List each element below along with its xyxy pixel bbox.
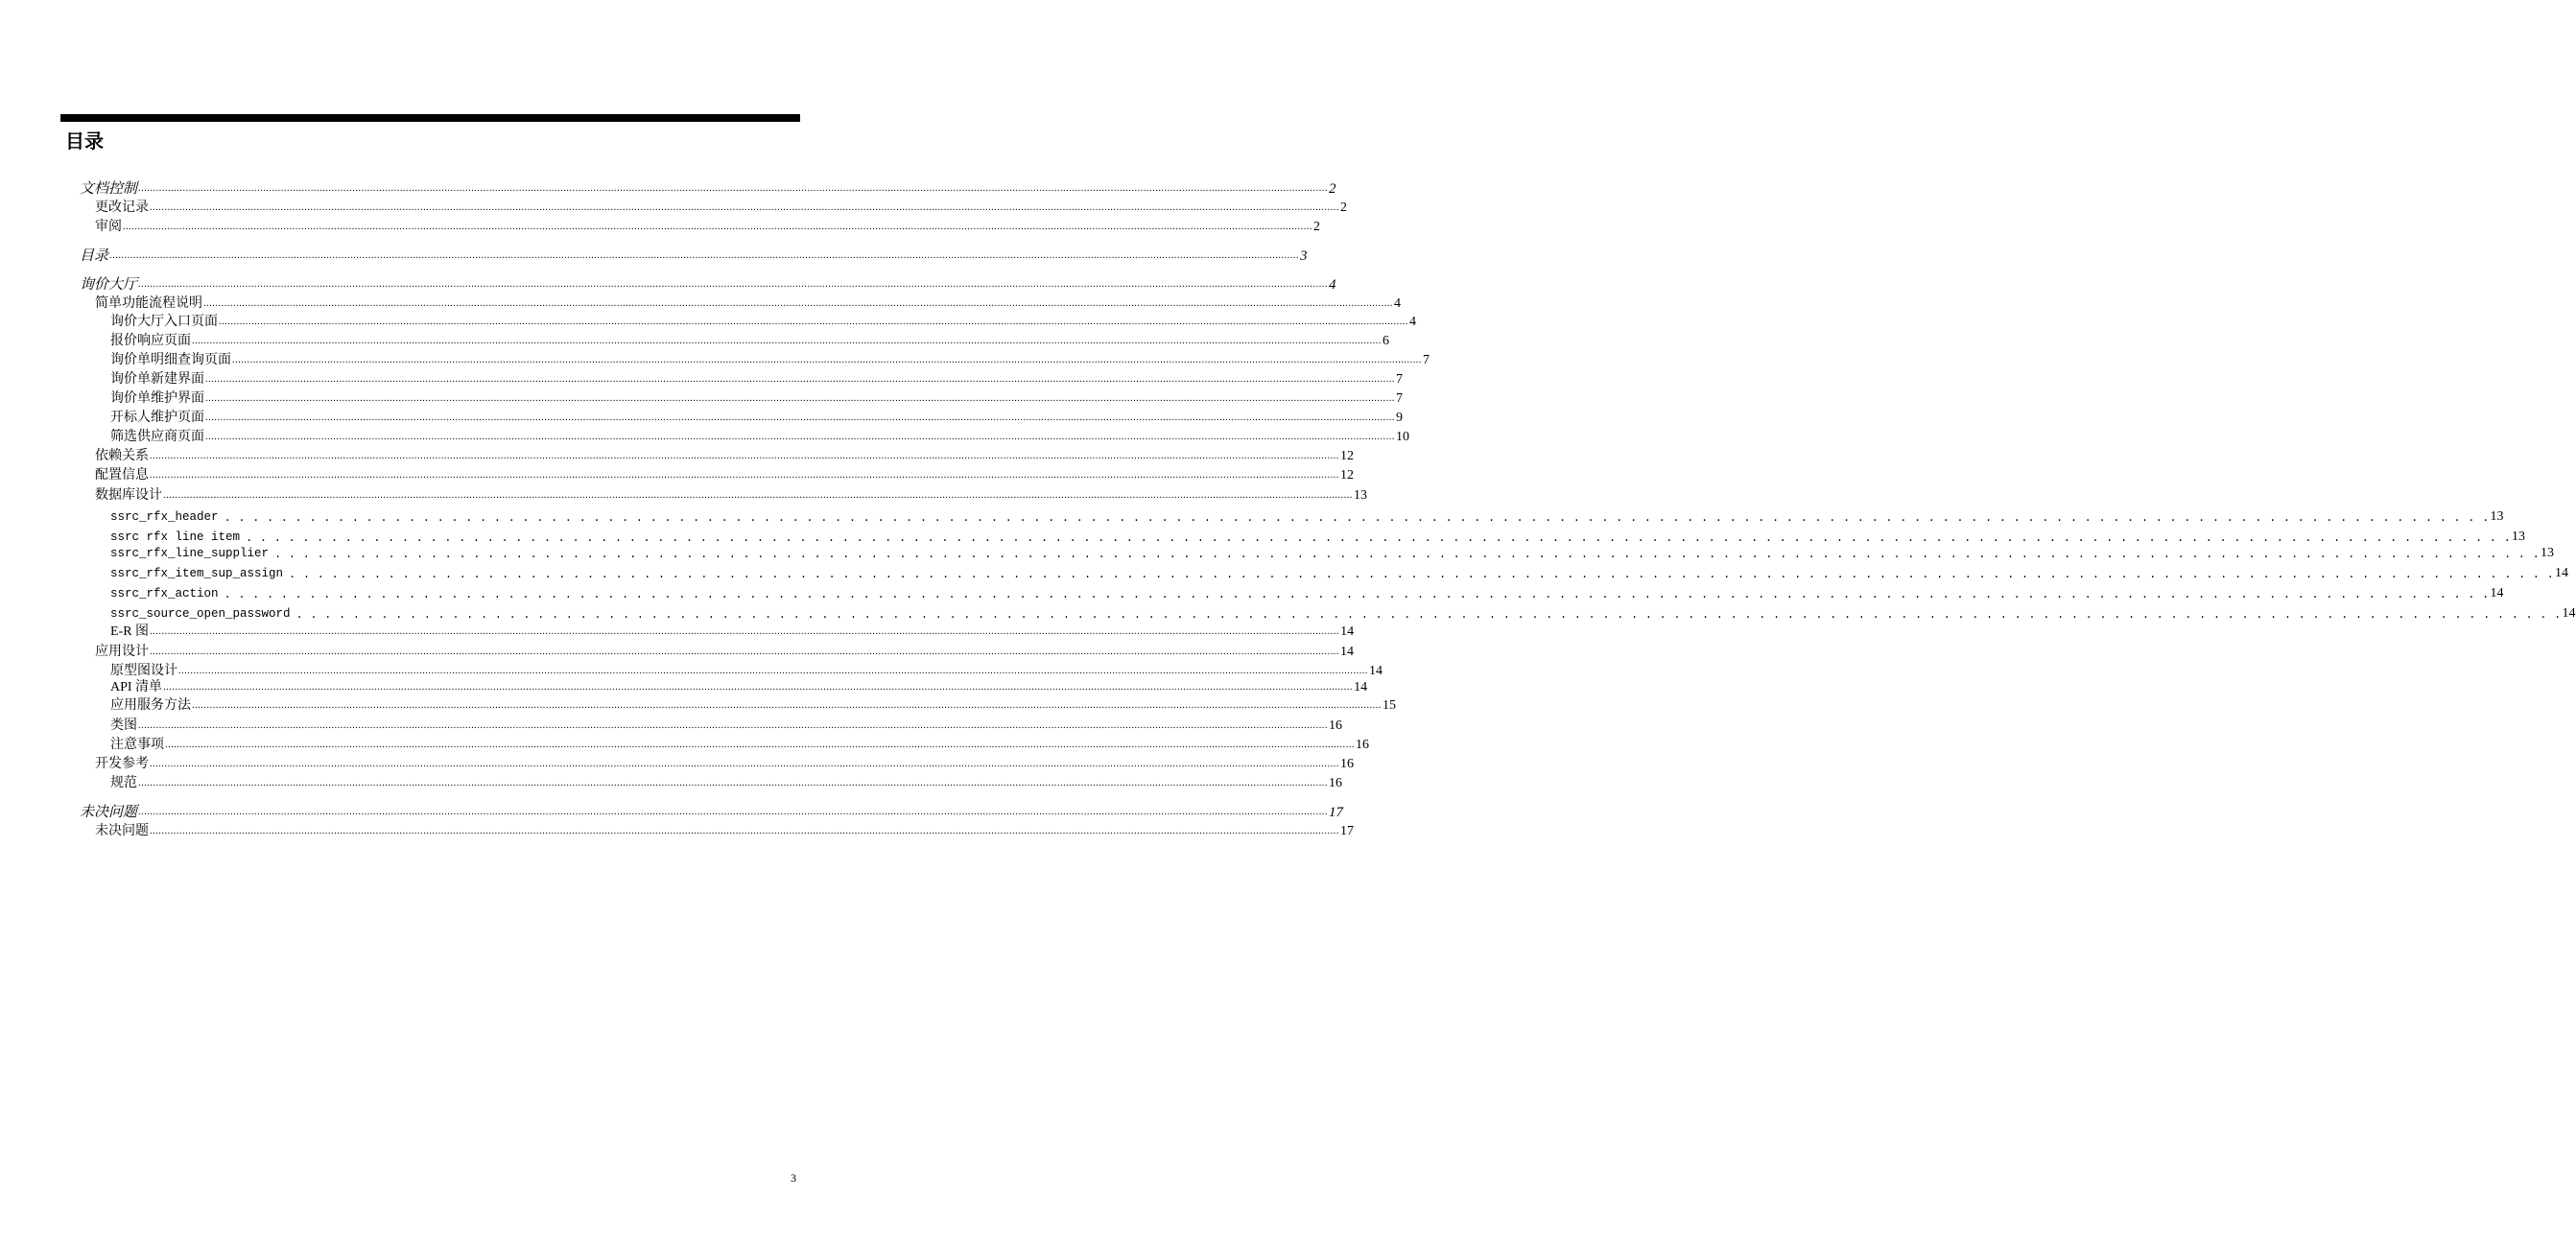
toc-entry[interactable] xyxy=(95,294,1401,313)
toc-page-number: 9 xyxy=(1396,411,1403,425)
toc-entry-title: 目录 xyxy=(80,248,109,264)
toc-leader: ................................................................................................................................................................................................................................................................................................................................................................................................................ xyxy=(150,202,1339,213)
toc-page-number: 14 xyxy=(1369,664,1383,678)
toc-entry-title: 未决问题 xyxy=(95,824,149,838)
toc-entry[interactable] xyxy=(110,677,1368,696)
toc-entry[interactable] xyxy=(95,485,1367,505)
toc-leader: . . . . . . . . . . . . . . . . . . . . . . . . . . . . . . . . . . . . . . . . . . . . . . . . . . . . . . . . . . . . . . . . . . . . . . . . . . . . . . . . . . . . . . . . . . . . . . . . . . . . . . . . . . . . . . . . . . . . . . . . . . . . . . . . . . . . . . . . . . . . . . . . . . . . . . . . . . . . . . . . xyxy=(295,608,2562,622)
toc-page-number: 4 xyxy=(1329,277,1336,293)
toc-entry[interactable] xyxy=(110,543,2555,562)
toc-leader: ................................................................................................................................................................................................................................................................................................................................................................................................................ xyxy=(178,666,1368,676)
toc-page-number: 4 xyxy=(1409,315,1416,329)
toc-entry-title: 原型图设计 xyxy=(110,664,177,678)
toc-leader: ................................................................................................................................................................................................................................................................................................................................................................................................................ xyxy=(150,626,1340,637)
toc-page-number: 14 xyxy=(2490,586,2504,600)
toc-entry[interactable] xyxy=(95,217,1320,236)
toc-entry-title: 询价单明细查询页面 xyxy=(110,353,231,367)
toc-leader: ................................................................................................................................................................................................................................................................................................................................................................................................................ xyxy=(205,412,1395,423)
toc-entry-title: 报价响应页面 xyxy=(110,334,191,348)
toc-entry[interactable] xyxy=(110,622,1355,641)
toc-page-number: 15 xyxy=(1383,698,1396,713)
toc-entry[interactable] xyxy=(110,563,2569,582)
toc-page-number: 16 xyxy=(1329,776,1342,790)
toc-entry-title: ssrc_source_open_password xyxy=(110,607,291,621)
toc-page-number: 2 xyxy=(1340,200,1347,215)
toc-page-number: 14 xyxy=(1340,645,1354,659)
toc-leader: ................................................................................................................................................................................................................................................................................................................................................................................................................ xyxy=(203,298,1393,309)
toc-leader: ................................................................................................................................................................................................................................................................................................................................................................................................................ xyxy=(150,759,1339,769)
toc-leader: ................................................................................................................................................................................................................................................................................................................................................................................................................ xyxy=(138,778,1328,789)
toc-entry[interactable] xyxy=(95,821,1354,840)
toc-entry-title: API 清单 xyxy=(110,680,163,695)
toc-leader: ................................................................................................................................................................................................................................................................................................................................................................................................................ xyxy=(192,700,1382,711)
toc-leader: ................................................................................................................................................................................................................................................................................................................................................................................................................ xyxy=(205,393,1395,404)
toc-entry-title: 询价单新建界面 xyxy=(110,372,204,387)
toc-page-number: 7 xyxy=(1396,372,1403,387)
page-title: 目录 xyxy=(65,131,104,153)
toc-entry[interactable] xyxy=(110,369,1403,389)
toc-entry[interactable] xyxy=(110,427,1409,446)
toc-entry[interactable] xyxy=(110,603,2576,623)
toc-entry[interactable] xyxy=(110,389,1403,408)
toc-entry-title: ssrc_rfx_action xyxy=(110,587,219,600)
toc-entry-title: ssrc_rfx_item_sup_assign xyxy=(110,567,284,580)
toc-entry[interactable] xyxy=(110,716,1342,735)
page-number: 3 xyxy=(791,1171,796,1185)
toc-leader: ................................................................................................................................................................................................................................................................................................................................................................................................................ xyxy=(150,451,1339,461)
toc-leader: ................................................................................................................................................................................................................................................................................................................................................................................................................ xyxy=(138,183,1329,194)
toc-leader: ................................................................................................................................................................................................................................................................................................................................................................................................................ xyxy=(232,355,1422,365)
toc-leader: . . . . . . . . . . . . . . . . . . . . . . . . . . . . . . . . . . . . . . . . . . . . . . . . . . . . . . . . . . . . . . . . . . . . . . . . . . . . . . . . . . . . . . . . . . . . . . . . . . . . . . . . . . . . . . . . . . . . . . . . . . . . . . . . . . . . . . . . . . . . . . . . . . . . . . . . . . . . . . . . xyxy=(274,548,2541,561)
toc-entry[interactable] xyxy=(95,754,1354,773)
toc-entry[interactable] xyxy=(95,642,1354,661)
toc-leader: ................................................................................................................................................................................................................................................................................................................................................................................................................ xyxy=(219,317,1408,327)
toc-entry-title: 询价单维护界面 xyxy=(110,391,204,406)
toc-entry[interactable] xyxy=(110,350,1430,369)
toc-entry-title: 未决问题 xyxy=(80,805,138,820)
toc-page-number: 14 xyxy=(2555,566,2569,580)
toc-entry-title: 注意事项 xyxy=(110,738,164,752)
toc-entry[interactable] xyxy=(80,274,1336,294)
toc-entry[interactable] xyxy=(110,735,1369,754)
toc-page-number: 14 xyxy=(1354,680,1368,695)
toc-page-number: 13 xyxy=(1354,488,1367,503)
toc-entry[interactable] xyxy=(110,506,2504,526)
toc-entry[interactable] xyxy=(95,446,1354,465)
toc-entry[interactable] xyxy=(80,178,1336,198)
toc-leader: ................................................................................................................................................................................................................................................................................................................................................................................................................ xyxy=(192,336,1382,346)
toc-leader: ................................................................................................................................................................................................................................................................................................................................................................................................................ xyxy=(123,222,1312,232)
toc-leader: ................................................................................................................................................................................................................................................................................................................................................................................................................ xyxy=(165,740,1355,750)
toc-entry-title: 规范 xyxy=(110,776,137,790)
toc-leader: ................................................................................................................................................................................................................................................................................................................................................................................................................ xyxy=(138,279,1329,290)
toc-page-number: 14 xyxy=(1340,624,1355,639)
toc-leader: ................................................................................................................................................................................................................................................................................................................................................................................................................ xyxy=(109,250,1300,261)
toc-leader: ................................................................................................................................................................................................................................................................................................................................................................................................................ xyxy=(205,374,1395,385)
toc-page-number: 12 xyxy=(1340,468,1354,483)
toc-leader: . . . . . . . . . . . . . . . . . . . . . . . . . . . . . . . . . . . . . . . . . . . . . . . . . . . . . . . . . . . . . . . . . . . . . . . . . . . . . . . . . . . . . . . . . . . . . . . . . . . . . . . . . . . . . . . . . . . . . . . . . . . . . . . . . . . . . . . . . . . . . . . . . . . . . . . . . . . . . . . . xyxy=(224,588,2490,601)
toc-page-number: 2 xyxy=(1313,220,1320,234)
toc-entry-title: ssrc_rfx_header xyxy=(110,510,219,524)
toc-leader: . . . . . . . . . . . . . . . . . . . . . . . . . . . . . . . . . . . . . . . . . . . . . . . . . . . . . . . . . . . . . . . . . . . . . . . . . . . . . . . . . . . . . . . . . . . . . . . . . . . . . . . . . . . . . . . . . . . . . . . . . . . . . . . . . . . . . . . . . . . . . . . . . . . . . . . . . . . . . . . . xyxy=(246,531,2512,545)
toc-page-number: 3 xyxy=(1300,248,1308,264)
toc-entry[interactable] xyxy=(110,331,1389,350)
toc-page-number: 14 xyxy=(2562,606,2576,621)
toc-entry-title: 配置信息 xyxy=(95,468,149,483)
toc-entry[interactable] xyxy=(110,773,1342,792)
toc-entry-title: 简单功能流程说明 xyxy=(95,296,202,311)
toc-leader: ................................................................................................................................................................................................................................................................................................................................................................................................................ xyxy=(205,432,1395,442)
toc-leader: ................................................................................................................................................................................................................................................................................................................................................................................................................ xyxy=(150,470,1339,481)
toc-page-number: 7 xyxy=(1396,391,1403,406)
toc-entry-title: 应用服务方法 xyxy=(110,698,191,713)
toc-leader: ................................................................................................................................................................................................................................................................................................................................................................................................................ xyxy=(163,682,1354,693)
toc-leader: ................................................................................................................................................................................................................................................................................................................................................................................................................ xyxy=(150,826,1339,836)
toc-entry-title: ssrc_rfx_line_supplier xyxy=(110,547,270,560)
header-rule xyxy=(60,114,800,122)
toc-page-number: 10 xyxy=(1396,430,1409,444)
toc-entry-title: 筛选供应商页面 xyxy=(110,430,204,444)
toc-entry[interactable] xyxy=(80,246,1308,265)
toc-entry-title: E-R 图 xyxy=(110,624,150,639)
toc-page-number: 16 xyxy=(1329,718,1342,733)
toc-entry[interactable] xyxy=(110,408,1403,427)
toc-entry[interactable] xyxy=(95,465,1354,484)
toc-leader: ................................................................................................................................................................................................................................................................................................................................................................................................................ xyxy=(150,647,1339,657)
toc-leader: ................................................................................................................................................................................................................................................................................................................................................................................................................ xyxy=(163,490,1353,501)
toc-leader: ................................................................................................................................................................................................................................................................................................................................................................................................................ xyxy=(138,807,1329,817)
toc-page-number: 12 xyxy=(1340,449,1354,463)
toc-page-number: 6 xyxy=(1383,334,1389,348)
toc-leader: . . . . . . . . . . . . . . . . . . . . . . . . . . . . . . . . . . . . . . . . . . . . . . . . . . . . . . . . . . . . . . . . . . . . . . . . . . . . . . . . . . . . . . . . . . . . . . . . . . . . . . . . . . . . . . . . . . . . . . . . . . . . . . . . . . . . . . . . . . . . . . . . . . . . . . . . . . . . . . . . xyxy=(289,568,2555,581)
toc-page-number: 16 xyxy=(1340,757,1354,771)
toc-leader: . . . . . . . . . . . . . . . . . . . . . . . . . . . . . . . . . . . . . . . . . . . . . . . . . . . . . . . . . . . . . . . . . . . . . . . . . . . . . . . . . . . . . . . . . . . . . . . . . . . . . . . . . . . . . . . . . . . . . . . . . . . . . . . . . . . . . . . . . . . . . . . . . . . . . . . . . . . . . . . . xyxy=(224,511,2490,525)
toc-page-number: 17 xyxy=(1340,824,1354,838)
toc-page-number: 7 xyxy=(1423,353,1430,367)
toc-entry-title: ssrc rfx line item xyxy=(110,530,241,544)
toc-page-number: 13 xyxy=(2541,546,2555,560)
toc-entry-title: 更改记录 xyxy=(95,200,149,215)
toc-page-number: 17 xyxy=(1329,805,1344,820)
toc-leader: ................................................................................................................................................................................................................................................................................................................................................................................................................ xyxy=(138,720,1328,731)
toc-entry-title: 询价大厅入口页面 xyxy=(110,315,218,329)
toc-entry[interactable] xyxy=(110,312,1416,331)
toc-entry[interactable] xyxy=(80,802,1344,821)
toc-entry-title: 询价大厅 xyxy=(80,277,138,293)
toc-entry-title: 开发参考 xyxy=(95,757,149,771)
toc-entry-title: 数据库设计 xyxy=(95,488,162,503)
toc-page-number: 13 xyxy=(2512,530,2526,544)
toc-page-number: 13 xyxy=(2490,509,2504,524)
toc-page-number: 16 xyxy=(1356,738,1369,752)
toc-page-number: 4 xyxy=(1394,296,1401,311)
toc-entry-title: 开标人维护页面 xyxy=(110,411,204,425)
toc-entry-title: 依赖关系 xyxy=(95,449,149,463)
toc-page-number: 2 xyxy=(1329,181,1336,197)
toc-entry-title: 文档控制 xyxy=(80,181,138,197)
toc-entry[interactable] xyxy=(95,198,1347,217)
toc-entry-title: 类图 xyxy=(110,718,137,733)
toc-entry-title: 审阅 xyxy=(95,220,122,234)
toc-entry[interactable] xyxy=(110,583,2504,602)
toc-entry[interactable] xyxy=(110,695,1396,715)
toc-entry-title: 应用设计 xyxy=(95,645,149,659)
